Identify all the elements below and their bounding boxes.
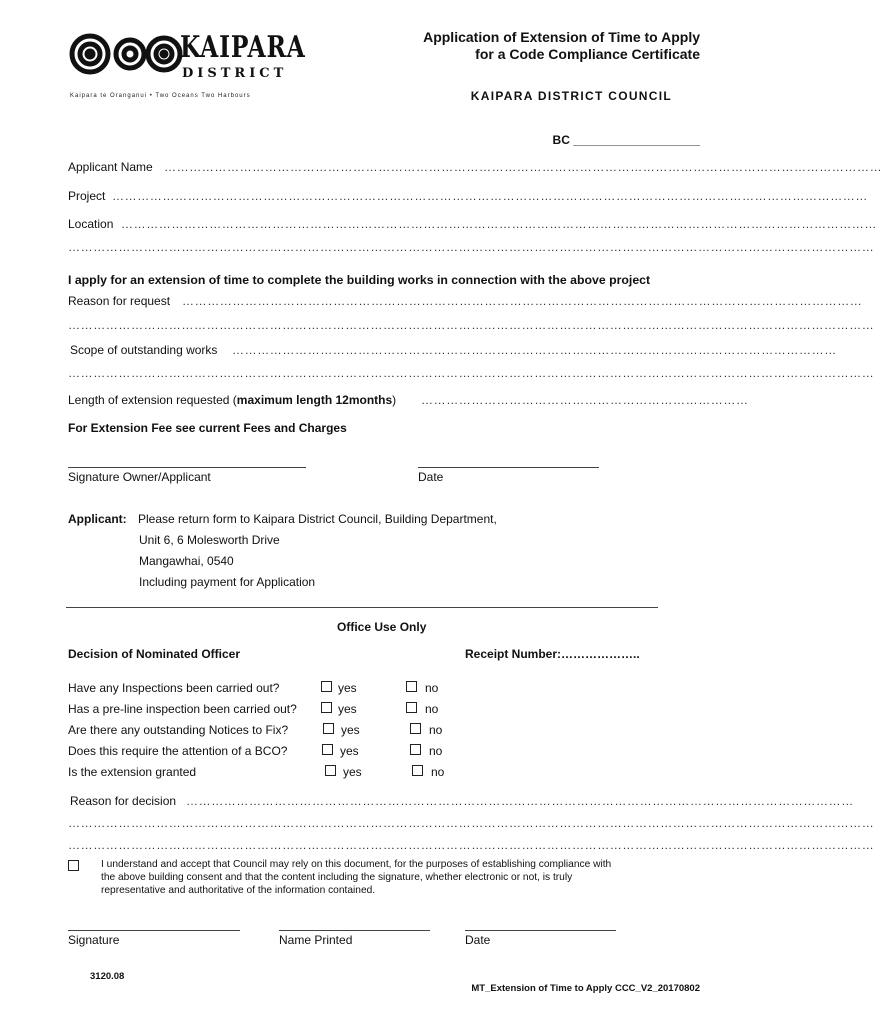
no-label: no [429, 744, 443, 758]
granted-no-checkbox[interactable] [412, 765, 423, 776]
officer-signature-line[interactable] [68, 930, 240, 931]
return-line-3: Mangawhai, 0540 [139, 554, 234, 568]
document-reference: MT_Extension of Time to Apply CCC_V2_20170802 [471, 983, 700, 994]
logo-tagline: Kaipara te Oranganui • Two Oceans Two Harbours [70, 93, 251, 99]
project-label: Project [68, 189, 106, 203]
question-notices: Are there any outstanding Notices to Fix? [68, 723, 289, 737]
scope-label: Scope of outstanding works [70, 343, 218, 357]
apply-statement: I apply for an extension of time to complete the building works in connection with the above project [68, 273, 651, 287]
scope-field[interactable]: ……………………………………………………………………………………………………………………………… [232, 343, 837, 357]
koru-swirl-icon [68, 28, 186, 84]
no-label: no [429, 723, 443, 737]
declaration-line-2: the above building consent and that the content including the signature, whether electronic or not, is truly [101, 872, 573, 883]
kaipara-logo [68, 28, 306, 88]
length-label-post: ) [392, 393, 397, 407]
reason-decision-field-line-3[interactable]: ………………………………………………………………………………………………………………………………………………………………………… [68, 838, 875, 852]
logo-word: KAIPARA [180, 30, 306, 65]
receipt-number-field[interactable]: Receipt Number:……………….. [465, 647, 640, 661]
form-title-line-1: Application of Extension of Time to Apply [423, 29, 700, 45]
return-line-2: Unit 6, 6 Molesworth Drive [139, 533, 280, 547]
form-code: 3120.08 [90, 971, 125, 982]
reason-field-line-2[interactable]: ………………………………………………………………………………………………………………………………………………………………………… [68, 318, 875, 332]
reason-decision-label: Reason for decision [70, 794, 177, 808]
question-bco: Does this require the attention of a BCO? [68, 744, 288, 758]
declaration-line-3: representative and authoritative of the information contained. [101, 885, 376, 896]
no-label: no [431, 765, 445, 779]
yes-label: yes [338, 681, 357, 695]
length-label [68, 393, 396, 407]
date-line[interactable] [418, 467, 599, 468]
yes-label: yes [340, 744, 359, 758]
council-name: KAIPARA DISTRICT COUNCIL [470, 89, 672, 103]
office-use-heading: Office Use Only [337, 620, 427, 634]
project-field[interactable]: ……………………………………………………………………………………………………………………………………………………………… [112, 189, 868, 203]
officer-signature-label: Signature [68, 933, 120, 947]
bc-number-field[interactable]: BC ___________________ [552, 133, 700, 147]
applicant-name-label: Applicant Name [68, 160, 153, 174]
length-label-bold: maximum length 12months [236, 393, 393, 407]
declaration-checkbox[interactable] [68, 860, 79, 871]
length-label-pre: Length of extension requested ( [68, 393, 237, 407]
question-preline: Has a pre-line inspection been carried out? [68, 702, 297, 716]
decision-label: Decision of Nominated Officer [68, 647, 241, 661]
bco-no-checkbox[interactable] [410, 744, 421, 755]
location-label: Location [68, 217, 114, 231]
no-label: no [425, 702, 439, 716]
reason-decision-field-line-2[interactable]: ………………………………………………………………………………………………………………………………………………………………………… [68, 816, 875, 830]
granted-yes-checkbox[interactable] [325, 765, 336, 776]
officer-date-line[interactable] [465, 930, 616, 931]
return-line-4: Including payment for Application [139, 575, 316, 589]
scope-field-line-2[interactable]: ………………………………………………………………………………………………………………………………………………………………………… [68, 366, 875, 380]
form-title-line-2: for a Code Compliance Certificate [475, 46, 700, 62]
date-label: Date [418, 470, 444, 484]
name-printed-label: Name Printed [279, 933, 353, 947]
signature-line[interactable] [68, 467, 306, 468]
yes-label: yes [338, 702, 357, 716]
length-field[interactable]: …………………………………………………………………… [421, 393, 749, 407]
inspections-no-checkbox[interactable] [406, 681, 417, 692]
location-field[interactable]: ……………………………………………………………………………………………………………………………………………………………… [121, 217, 877, 231]
return-line-1: Please return form to Kaipara District Council, Building Department, [138, 512, 497, 526]
name-printed-line[interactable] [279, 930, 430, 931]
logo-sub: DISTRICT [182, 66, 288, 81]
preline-yes-checkbox[interactable] [321, 702, 332, 713]
preline-no-checkbox[interactable] [406, 702, 417, 713]
question-granted: Is the extension granted [68, 765, 197, 779]
inspections-yes-checkbox[interactable] [321, 681, 332, 692]
yes-label: yes [341, 723, 360, 737]
signature-owner-label: Signature Owner/Applicant [68, 470, 211, 484]
no-label: no [425, 681, 439, 695]
officer-date-label: Date [465, 933, 491, 947]
fee-note: For Extension Fee see current Fees and Charges [68, 421, 347, 435]
notices-no-checkbox[interactable] [410, 723, 421, 734]
notices-yes-checkbox[interactable] [323, 723, 334, 734]
applicant-label: Applicant: [68, 512, 127, 526]
declaration-line-1: I understand and accept that Council may rely on this document, for the purposes of establishing compliance with [101, 859, 612, 870]
location-field-line-2[interactable]: ………………………………………………………………………………………………………………………………………………………………………… [68, 240, 875, 254]
section-divider [66, 607, 658, 608]
applicant-name-field[interactable]: ……………………………………………………………………………………………………………………………………………………… [164, 160, 882, 174]
bco-yes-checkbox[interactable] [322, 744, 333, 755]
reason-label: Reason for request [68, 294, 171, 308]
yes-label: yes [343, 765, 362, 779]
question-inspections: Have any Inspections been carried out? [68, 681, 280, 695]
reason-decision-field[interactable]: …………………………………………………………………………………………………………………………………………… [186, 794, 854, 808]
reason-field[interactable]: ……………………………………………………………………………………………………………………………………………… [182, 294, 863, 308]
